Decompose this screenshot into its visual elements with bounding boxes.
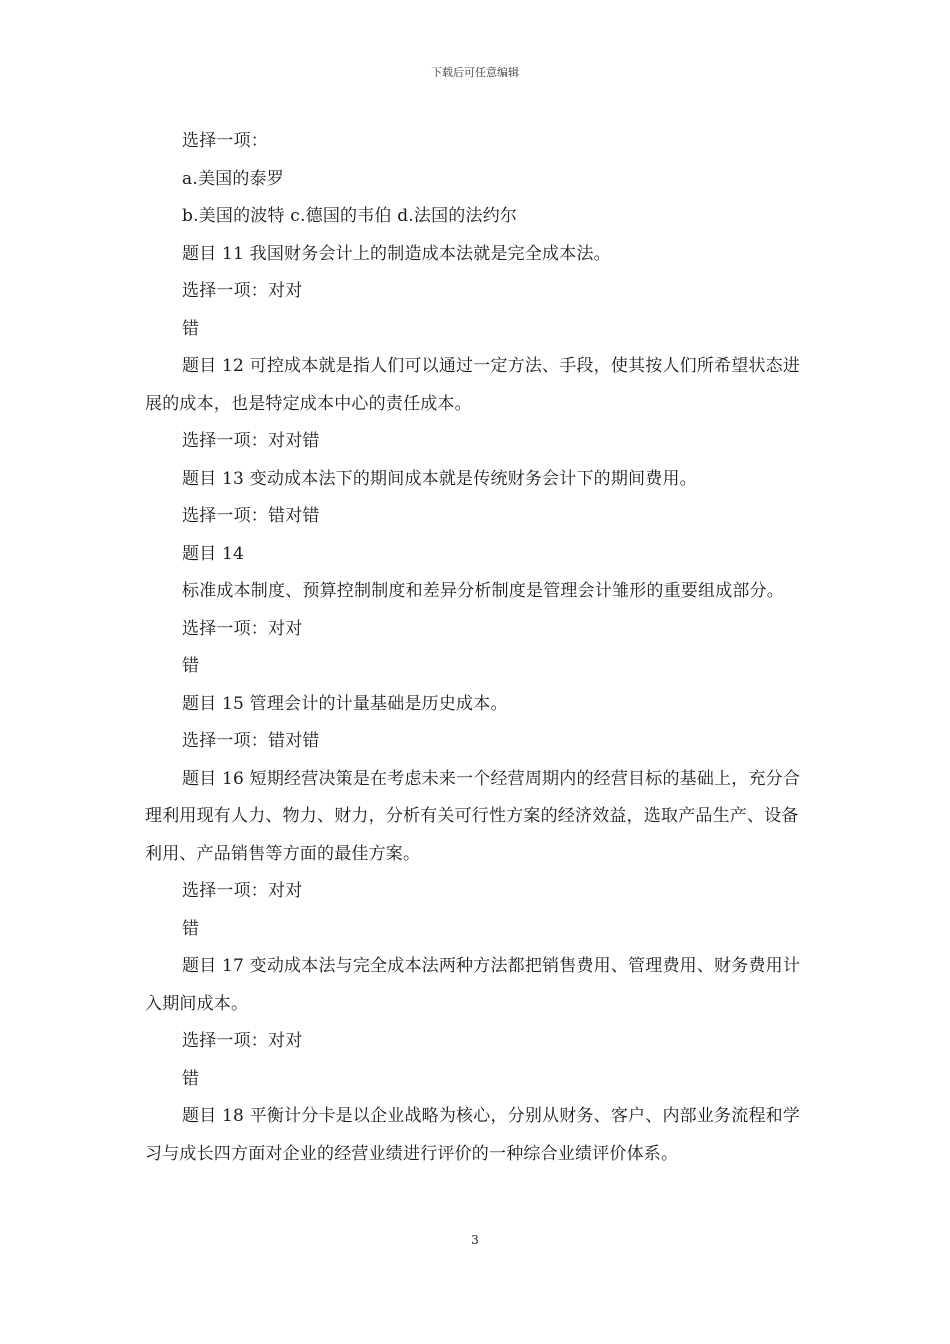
paragraph: b.美国的波特 c.德国的韦伯 d.法国的法约尔: [182, 206, 518, 226]
paragraph: 选择一项：对对: [182, 881, 303, 901]
page-header: 下载后可任意编辑: [431, 66, 519, 79]
paragraph: 错: [182, 918, 200, 939]
paragraph: 题目 18 平衡计分卡是以企业战略为核心，分别从财务、客户、内部业务流程和学习与成长四方面对企业的经营业绩进行评价的一种综合业绩评价体系。: [145, 1106, 801, 1164]
paragraph: 选择一项：错对错: [182, 506, 320, 526]
paragraph: 错: [182, 318, 200, 339]
paragraph: 题目 17 变动成本法与完全成本法两种方法都把销售费用、管理费用、财务费用计入期间成本。: [145, 956, 801, 1014]
paragraph: 选择一项：对对: [182, 1031, 303, 1051]
paragraph: 错: [182, 656, 200, 676]
paragraph: 选择一项：: [182, 131, 268, 151]
paragraph: 题目 12 可控成本就是指人们可以通过一定方法、手段，使其按人们所希望状态进展的成本，也是特定成本中心的责任成本。: [145, 356, 801, 414]
document-body: [145, 123, 810, 1173]
paragraph: 题目 11 我国财务会计上的制造成本法就是完全成本法。: [182, 243, 611, 264]
paragraph: 题目 13 变动成本法下的期间成本就是传统财务会计下的期间费用。: [182, 468, 697, 489]
paragraph: 错: [182, 1068, 200, 1089]
paragraph: 选择一项：对对: [182, 281, 303, 301]
paragraph: 选择一项：错对错: [182, 731, 320, 751]
paragraph: 标准成本制度、预算控制制度和差异分析制度是管理会计雏形的重要组成部分。: [182, 581, 784, 601]
paragraph: 选择一项：对对: [182, 618, 303, 639]
paragraph: 选择一项：对对错: [182, 431, 320, 451]
paragraph: a.美国的泰罗: [182, 168, 284, 189]
paragraph: 题目 15 管理会计的计量基础是历史成本。: [182, 693, 508, 714]
paragraph: 题目 14: [182, 543, 245, 564]
paragraph: 题目 16 短期经营决策是在考虑未来一个经营周期内的经营目标的基础上，充分合理利用现有人力、物力、财力，分析有关可行性方案的经济效益，选取产品生产、设备利用、产品销售等方面的最佳方案。: [145, 768, 801, 864]
page-number: 3: [471, 1233, 479, 1247]
